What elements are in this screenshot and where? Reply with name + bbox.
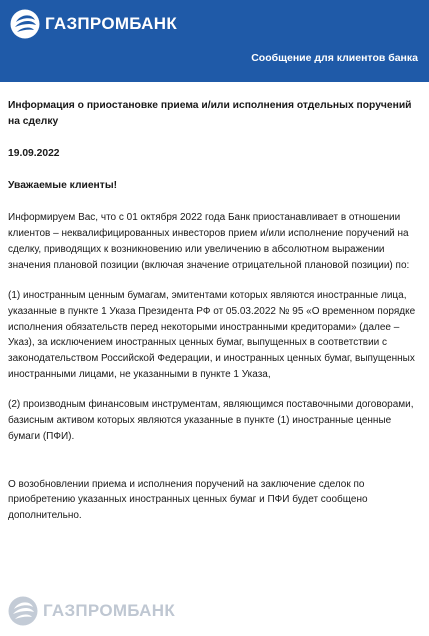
message-date: 19.09.2022 bbox=[8, 148, 60, 159]
message-paragraph: (2) производным финансовым инструментам, являющимся поставочными договорами, базисным активом которых являются указанные в пункте (1) иностранные ценные бумаги (ПФИ). bbox=[8, 399, 414, 442]
message-paragraph: О возобновлении приема и исполнения поручений на заключение сделок по приобретению указанных иностранных ценных бумаг и ПФИ будет сообщено дополнительно. bbox=[8, 478, 368, 521]
header-banner bbox=[0, 0, 429, 82]
message-title: Информация о приостановке приема и/или исполнения отдельных поручений на сделку bbox=[8, 100, 412, 127]
footer-brand-name: ГАЗПРОМБАНК bbox=[43, 601, 176, 620]
message-greeting: Уважаемые клиенты! bbox=[8, 179, 118, 191]
footer-logo[interactable] bbox=[8, 596, 175, 626]
brand-name: ГАЗПРОМБАНК bbox=[45, 14, 178, 33]
gazprombank-logo-icon bbox=[8, 596, 38, 626]
gazprombank-logo-icon bbox=[10, 9, 40, 39]
message-body bbox=[8, 98, 420, 539]
brand-logo[interactable] bbox=[10, 9, 177, 39]
message-paragraph: Информируем Вас, что с 01 октября 2022 года Банк приостанавливает в отношении клиентов – неквалифицированных инвесторов прием и/или исполнение поручений на сделку, приводящих к возникновению или увеличению в абсолютном выражении значения плановой позиции (включая значение отрицательной плановой позиции) по: bbox=[8, 212, 410, 271]
header-caption: Сообщение для клиентов банка bbox=[251, 52, 418, 64]
message-paragraph: (1) иностранным ценным бумагам, эмитентами которых являются иностранные лица, указанные в пункте 1 Указа Президента РФ от 05.03.2022 № 95 «О временном порядке исполнения обязательств перед некоторыми иностранными кредиторами» (далее – Указ), за исключением иностранных ценных бумаг, выпущенных в соответствии с законодательством Российской Федерации, и иностранных ценных бумаг, выпущенных иностранными лицами, не указанными в пункте 1 Указа, bbox=[8, 290, 416, 380]
